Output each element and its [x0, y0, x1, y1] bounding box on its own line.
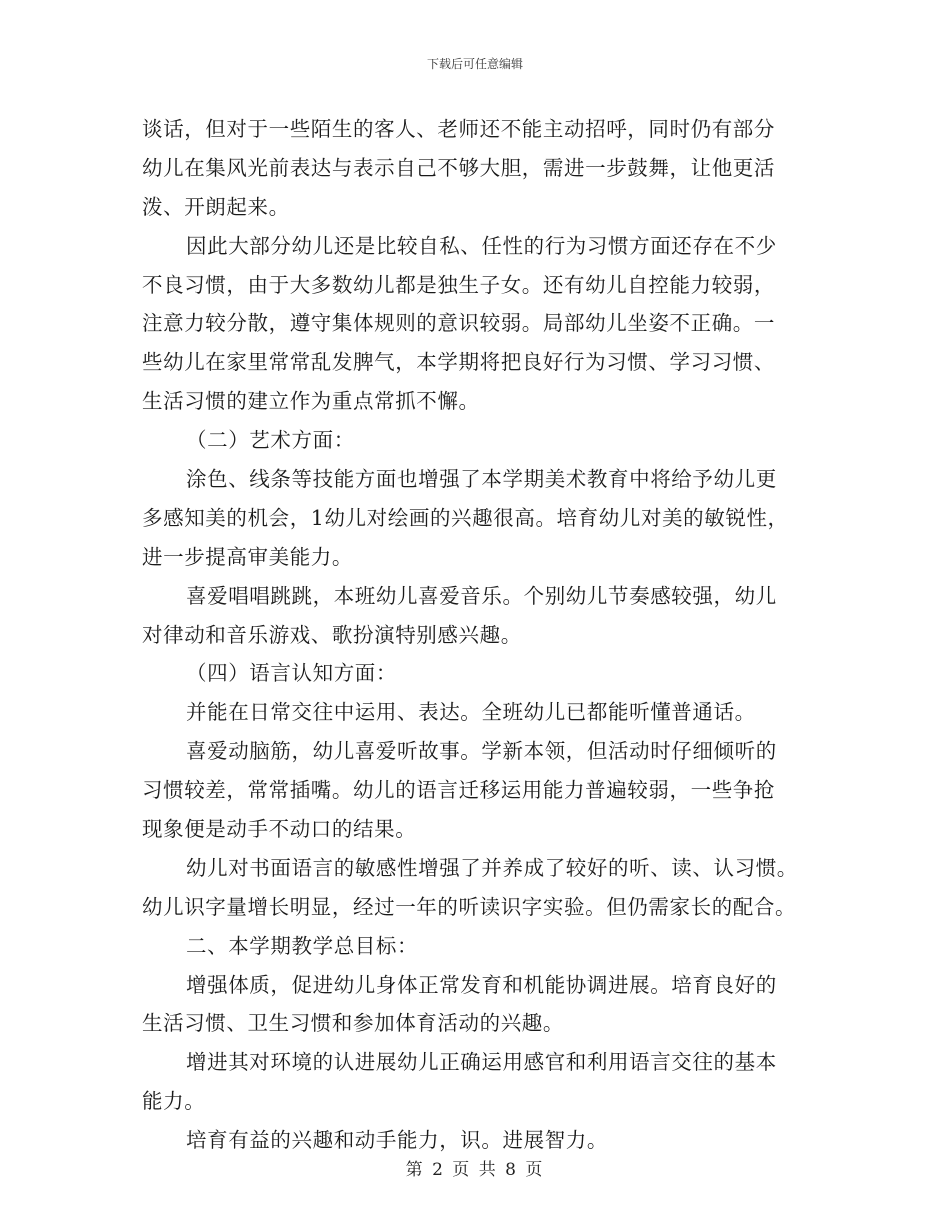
text-line: 增强体质，促进幼儿身体正常发育和机能协调进展。培育良好的: [186, 972, 777, 997]
text-line: 不良习惯，由于大多数幼儿都是独生子女。还有幼儿自控能力较弱，: [142, 272, 775, 297]
text-line: 习惯较差，常常插嘴。幼儿的语言迁移运用能力普遍较弱，一些争抢: [142, 778, 775, 803]
text-line: 幼儿对书面语言的敏感性增强了并养成了较好的听、读、认习惯。: [186, 855, 798, 880]
document-body: [142, 110, 810, 1160]
section-heading: 二、本学期教学总目标：: [186, 933, 419, 958]
text-line: 喜爱唱唱跳跳，本班幼儿喜爱音乐。个别幼儿节奏感较强，幼儿: [186, 583, 777, 608]
text-line: 涂色、线条等技能方面也增强了本学期美术教育中将给予幼儿更: [186, 467, 777, 492]
text-line: 幼儿在集风光前表达与表示自己不够大胆，需进一步鼓舞，让他更活: [142, 155, 775, 180]
text-line: 现象便是动手不动口的结果。: [142, 817, 417, 842]
text-line: 生活习惯的建立作为重点常抓不懈。: [142, 389, 480, 414]
text-line: 增进其对环境的认进展幼儿正确运用感官和利用语言交往的基本: [186, 1050, 777, 1075]
text-line: 注意力较分散，遵守集体规则的意识较弱。局部幼儿坐姿不正确。一: [142, 311, 775, 336]
text-line: 幼儿识字量增长明显，经过一年的听读识字实验。但仍需家长的配合。: [142, 894, 797, 919]
text-line: 培育有益的兴趣和动手能力，识。进展智力。: [186, 1128, 608, 1153]
page-header: 下载后可任意编辑: [426, 57, 523, 71]
text-line: 因此大部分幼儿还是比较自私、任性的行为习惯方面还存在不少: [186, 233, 777, 258]
text-line: 些幼儿在家里常常乱发脾气，本学期将把良好行为习惯、学习习惯、: [142, 350, 775, 375]
text-line: 进一步提高审美能力。: [142, 544, 353, 569]
text-line: 泼、开朗起来。: [142, 194, 290, 219]
page-number-footer: 第 2 页 共 8 页: [405, 1160, 545, 1180]
text-line: 对律动和音乐游戏、歌扮演特别感兴趣。: [142, 622, 522, 647]
text-line: 能力。: [142, 1089, 206, 1114]
text-line: 生活习惯、卫生习惯和参加体育活动的兴趣。: [142, 1011, 564, 1036]
text-line: 谈话，但对于一些陌生的客人、老师还不能主动招呼，同时仍有部分: [142, 117, 775, 141]
text-line: 喜爱动脑筋，幼儿喜爱听故事。学新本领，但活动时仔细倾听的: [186, 739, 777, 764]
text-line: 多感知美的机会，1幼儿对绘画的兴趣很高。培育幼儿对美的敏锐性，: [142, 505, 789, 530]
section-heading: （二）艺术方面：: [186, 428, 355, 453]
text-line: 并能在日常交往中运用、表达。全班幼儿已都能听懂普通话。: [186, 700, 756, 725]
section-heading: （四）语言认知方面：: [186, 661, 397, 686]
